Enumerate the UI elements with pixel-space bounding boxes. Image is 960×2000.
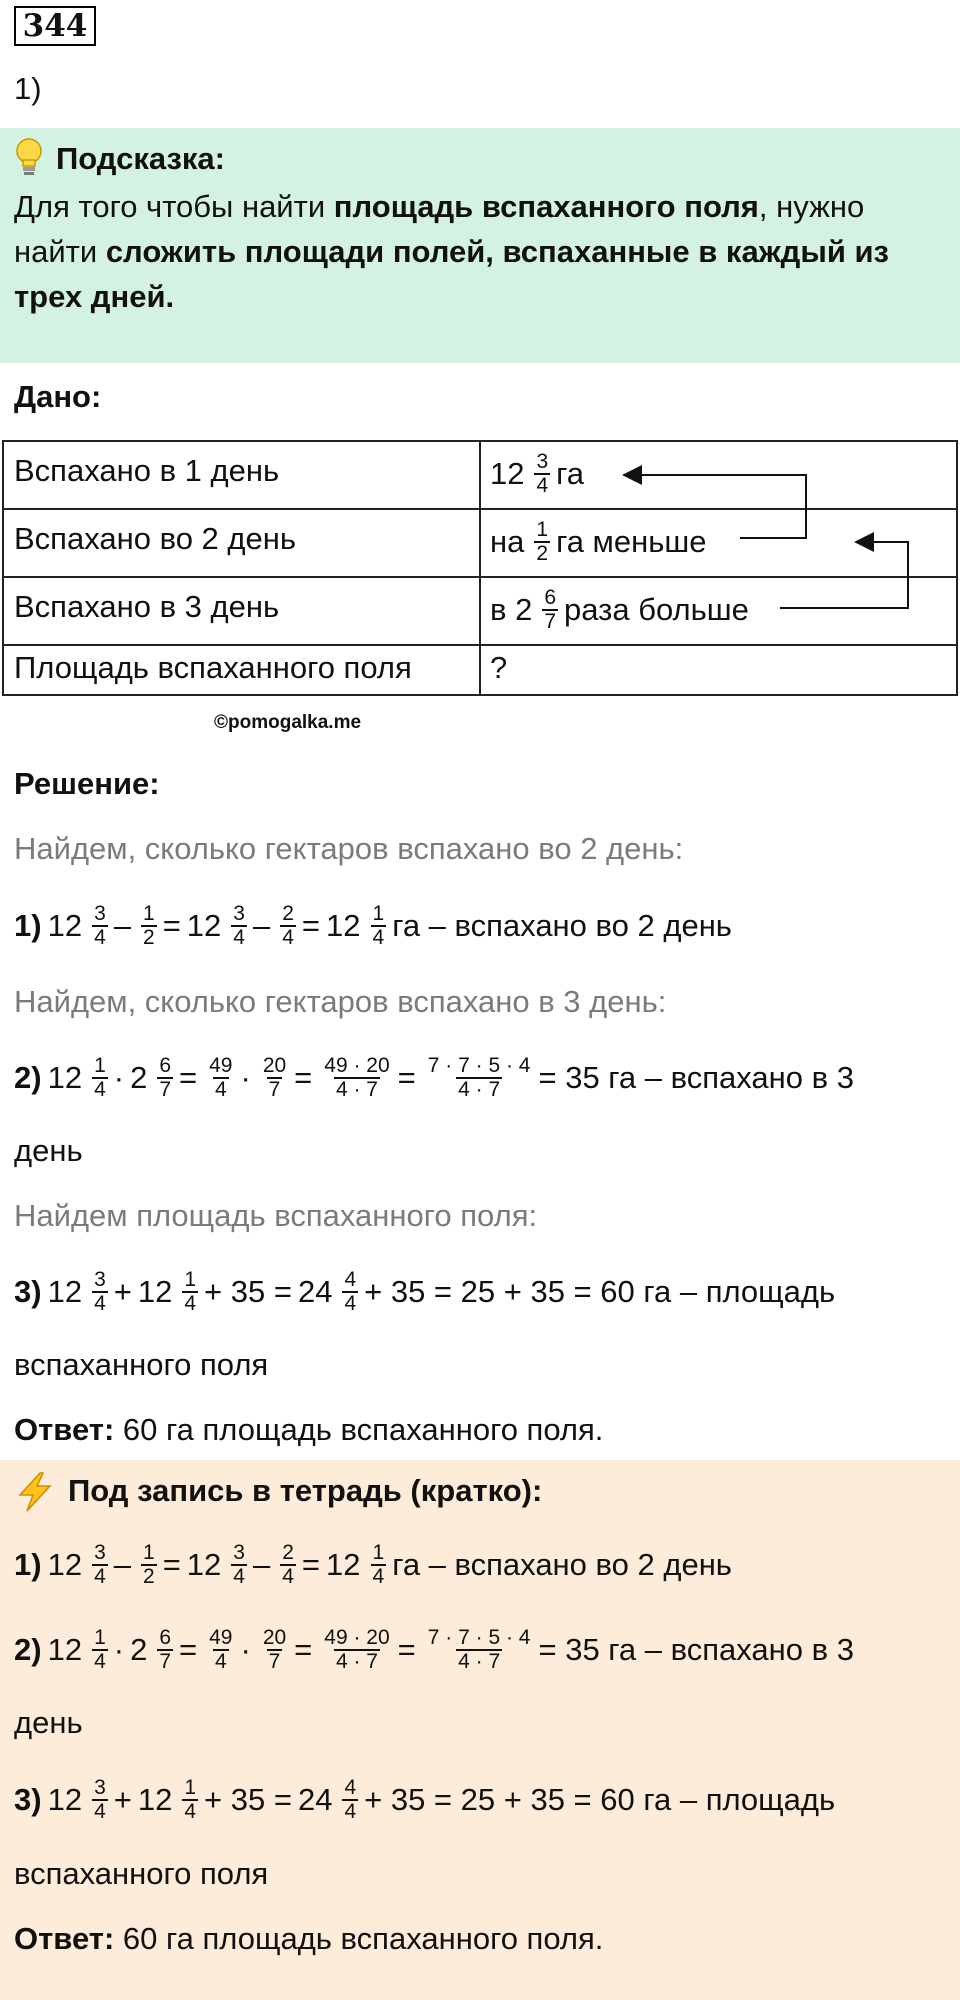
step-2-cont: день xyxy=(14,1133,83,1168)
given-title: Дано: xyxy=(14,379,102,414)
given-row-label: Площадь вспаханного поля xyxy=(14,650,412,685)
watermark: ©pomogalka.me xyxy=(214,712,362,733)
relation-arrows xyxy=(600,455,920,635)
hint-line-2: найти сложить площади полей, вспаханные в каждый из xyxy=(14,234,889,269)
step-1: 1) 12 3 4 – $\frac{1}{2}$ = 12 3 4 – $\frac{2}{4}$ = 12 1 4 га – вспахано во 2 день xyxy=(14,902,732,949)
lightning-icon xyxy=(14,1471,56,1513)
given-row-value: ? xyxy=(490,650,508,685)
given-row-label: Вспахано во 2 день xyxy=(14,521,296,556)
step-3: 3) 12 3 4 + 12 1 4 + 35 = 24 4 4 + 35 = 25 + 35 = 60 га – площадь xyxy=(14,1268,836,1315)
step-3-cont: вспаханного поля xyxy=(14,1347,269,1382)
brief-step-2: 2) 12 1 4 · 2 $\frac{6}{7}$ = $\frac{49}{4}$ · $\frac{20}{7}$ = $\frac{49 \cdot 20}{4 \cdot 7}$ = $\frac{7 \cdot 7 \cdot 5 \cdot 4}{4 \cdot 7}$ = 35 га – вспахано в 3 xyxy=(14,1626,854,1673)
given-row-value: 12 3 4 га xyxy=(490,450,585,497)
brief-title: Под запись в тетрадь (кратко): xyxy=(68,1473,543,1508)
step-2: 2) 12 1 4 · 2 $\frac{6}{7}$ = $\frac{49}{4}$ · $\frac{20}{7}$ = $\frac{49 \cdot 20}{4 \cdot 7}$ = $\frac{7 \cdot 7 \cdot 5 \cdot 4}{4 \cdot 7}$ = 35 га – вспахано в 3 xyxy=(14,1054,854,1101)
given-row-value: в 2 6 7 раза больше xyxy=(490,586,749,633)
answer: Ответ: 60 га площадь вспаханного поля. xyxy=(14,1412,604,1447)
step-note: Найдем, сколько гектаров вспахано во 2 день: xyxy=(14,831,684,866)
brief-step-1: 1) 12 3 4 – $\frac{1}{2}$ = 12 3 4 – $\frac{2}{4}$ = 12 1 4 га – вспахано во 2 день xyxy=(14,1541,732,1588)
part-label: 1) xyxy=(14,71,42,106)
step-note: Найдем площадь вспаханного поля: xyxy=(14,1198,538,1233)
given-row-value: на 1 2 га меньше xyxy=(490,518,707,565)
brief-step-2-cont: день xyxy=(14,1705,83,1740)
given-row-label: Вспахано в 1 день xyxy=(14,453,280,488)
hint-line-1: Для того чтобы найти площадь вспаханного поля, нужно xyxy=(14,189,865,224)
solution-title: Решение: xyxy=(14,766,160,801)
task-number: 344 xyxy=(14,6,96,46)
step-note: Найдем, сколько гектаров вспахано в 3 день: xyxy=(14,984,667,1019)
lightbulb-icon xyxy=(14,138,44,178)
hint-title: Подсказка: xyxy=(56,141,225,176)
brief-answer: Ответ: 60 га площадь вспаханного поля. xyxy=(14,1921,604,1956)
hint-line-3: трех дней. xyxy=(14,279,175,314)
given-row-label: Вспахано в 3 день xyxy=(14,589,280,624)
brief-step-3: 3) 12 3 4 + 12 1 4 + 35 = 24 4 4 + 35 = 25 + 35 = 60 га – площадь xyxy=(14,1776,836,1823)
brief-step-3-cont: вспаханного поля xyxy=(14,1856,269,1891)
